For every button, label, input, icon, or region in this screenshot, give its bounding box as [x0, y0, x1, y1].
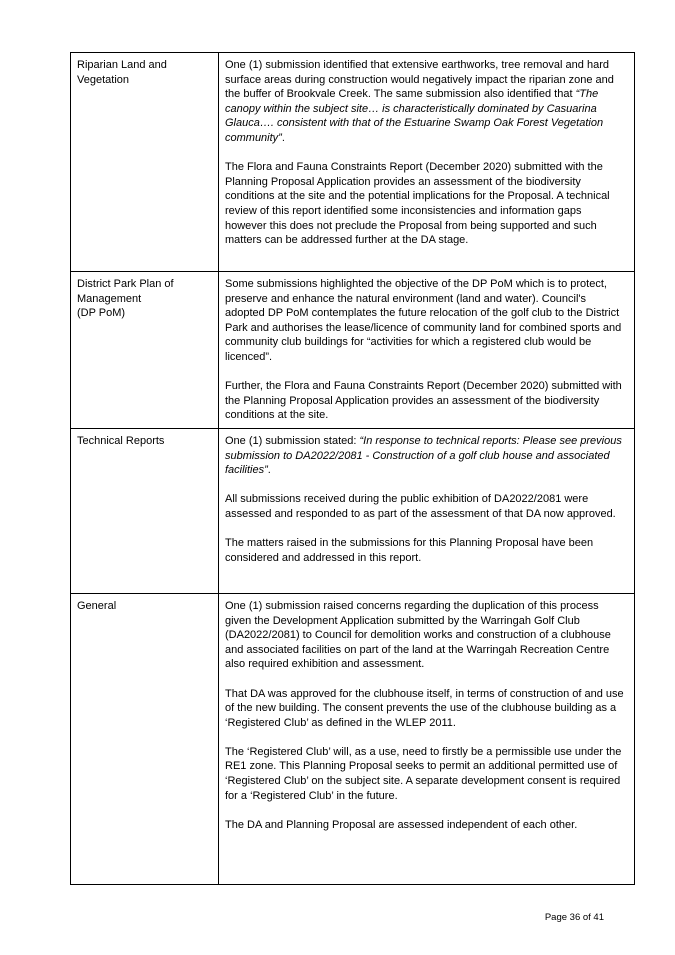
topic-label: Vegetation	[77, 73, 129, 86]
paragraph	[225, 818, 626, 833]
body-text: The ‘Registered Club’ will, as a use, need to firstly be a permissible use under the RE1 zone. This Planning Proposal seeks to permit an additional permitted use of ‘Registered Club’ on the subject site. A separate development consent is required for a ‘Registered Club’ in the future.	[225, 745, 622, 802]
submissions-topic-table	[70, 52, 635, 885]
body-text: One (1) submission raised concerns regarding the duplication of this process given the Development Application submitted by the Warringah Golf Club (DA2022/2081) to Council for demolition works and construction of a clubhouse and associated facilities on part of the land at the Warringah Recreation Centre also required exhibition and assessment.	[225, 599, 611, 671]
body-text: .	[267, 464, 271, 477]
topics-table-body	[71, 53, 635, 885]
body-text: One (1) submission identified that extensive earthworks, tree removal and hard surface areas during construction would negatively impact the riparian zone and the buffer of Brookvale Creek. The same submission also identified that	[225, 59, 614, 101]
topic-cell	[71, 53, 219, 272]
topic-label: District Park Plan of	[77, 278, 174, 290]
topic-label: Management	[77, 292, 142, 305]
paragraph	[225, 58, 626, 146]
body-text: That DA was approved for the clubhouse itself, in terms of construction of and use of the new building. The consent prevents the use of the clubhouse building as a ‘Registered Club’ as defined in the WLEP 2011.	[225, 687, 624, 729]
topic-cell	[71, 593, 219, 884]
topic-cell	[71, 272, 219, 429]
content-cell	[219, 428, 635, 593]
content-cell	[219, 593, 635, 884]
body-text: Further, the Flora and Fauna Constraints Report (December 2020) submitted with the Planning Proposal Application provides an assessment of the biodiversity conditions at the site.	[225, 380, 622, 422]
body-text: The Flora and Fauna Constraints Report (December 2020) submitted with the Planning Proposal Application provides an assessment of the biodiversity conditions at the site and the potential implications for the Proposal. A technical review of this report identified some inconsistencies and information gaps however this does not preclude the Proposal from being supported and such matters can be addressed further at the DA stage.	[225, 161, 610, 247]
topic-label: (DP PoM)	[77, 307, 126, 320]
body-text: The DA and Planning Proposal are assessed independent of each other.	[225, 818, 578, 831]
paragraph	[225, 745, 626, 803]
table-row	[71, 53, 635, 272]
body-text: .	[281, 131, 285, 144]
body-text: All submissions received during the public exhibition of DA2022/2081 were assessed and responded to as part of the assessment of that DA now approved.	[225, 493, 616, 520]
content-cell	[219, 272, 635, 429]
page-number: Page 36 of 41	[544, 912, 604, 923]
body-text: Some submissions highlighted the objective of the DP PoM which is to protect, preserve and enhance the natural environment (land and water). Council's adopted DP PoM contemplates the future relocation of the golf club to the District Park and authorises the lease/licence of community land for combined sports and community club buildings for “activities for which a registered club would be licenced”.	[225, 278, 622, 363]
table-row	[71, 593, 635, 884]
paragraph	[225, 160, 626, 248]
paragraph	[225, 379, 626, 423]
paragraph	[225, 277, 626, 365]
content-cell	[219, 53, 635, 272]
topic-label: General	[77, 599, 117, 612]
table-row	[71, 428, 635, 593]
paragraph	[225, 687, 626, 731]
quoted-text: “The canopy within the subject site… is characteristically dominated by Casuarina Glauca…. consistent with that of the Estuarine Swamp Oak Forest Vegetation community”	[225, 88, 604, 144]
paragraph	[225, 434, 626, 478]
topic-label: Riparian Land and	[77, 59, 167, 71]
body-text: The matters raised in the submissions for this Planning Proposal have been considered and addressed in this report.	[225, 537, 594, 564]
paragraph	[225, 599, 626, 672]
paragraph	[225, 536, 626, 565]
body-text: One (1) submission stated:	[225, 434, 360, 447]
topic-cell	[71, 428, 219, 593]
topic-label: Technical Reports	[77, 434, 165, 447]
paragraph	[225, 492, 626, 521]
table-row	[71, 272, 635, 429]
quoted-text: “In response to technical reports: Please see previous submission to DA2022/2081 - Construction of a golf club house and associated facilities”	[225, 434, 622, 477]
